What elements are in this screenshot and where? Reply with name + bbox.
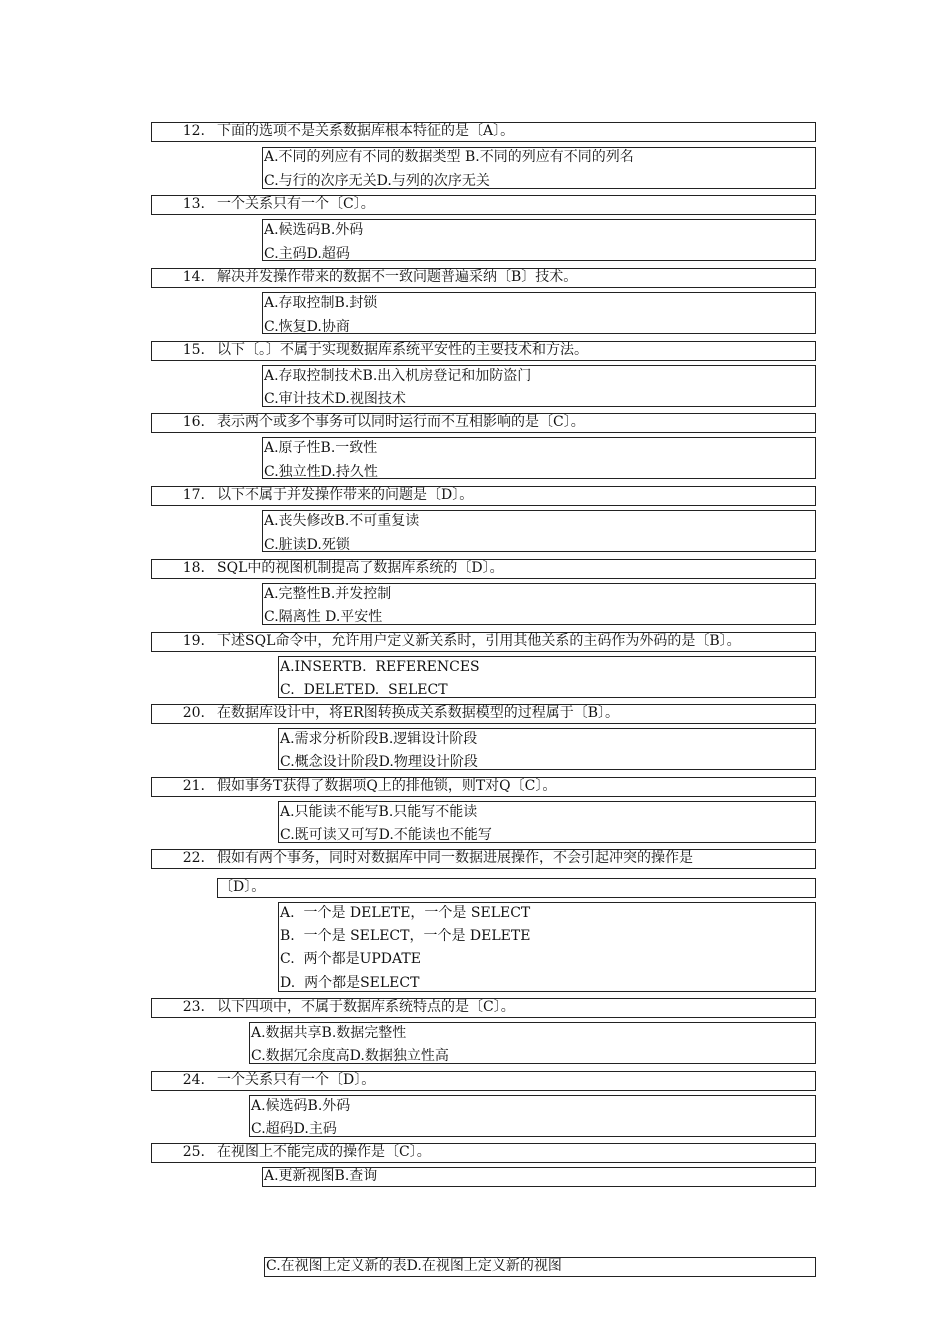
- question-text: 一个关系只有一个〔D〕。: [217, 1072, 376, 1088]
- question-text: 以下不属于并发操作带来的问题是〔D〕。: [217, 487, 474, 503]
- option-line: D. 两个都是SELECT: [280, 975, 420, 991]
- question-line: [151, 484, 473, 507]
- option-line: A.更新视图B.查询: [264, 1168, 378, 1184]
- question-number: 21.: [182, 778, 205, 794]
- option-line: A.存取控制B.封锁: [264, 295, 378, 311]
- question-line: [151, 847, 693, 870]
- question-continuation-text: 〔D〕。: [219, 879, 266, 895]
- question-number: 17.: [182, 487, 205, 503]
- option-line: A.需求分析阶段B.逻辑设计阶段: [280, 731, 478, 747]
- question-text: 下面的选项不是关系数据库根本特征的是〔A〕。: [217, 123, 515, 139]
- question-text: 表示两个或多个事务可以同时运行而不互相影响的是〔C〕。: [217, 414, 585, 430]
- option-line: C.审计技术D.视图技术: [264, 391, 406, 407]
- question-text: 在数据库设计中，将ER图转换成关系数据模型的过程属于〔B〕。: [217, 705, 620, 721]
- option-line: A.丧失修改B.不可重复读: [264, 513, 420, 529]
- question-number: 18.: [182, 560, 205, 576]
- question-line: [151, 411, 585, 434]
- option-line: A.存取控制技术B.出入机房登记和加防盗门: [264, 368, 532, 384]
- option-line: A.候选码B.外码: [264, 222, 364, 238]
- option-line: C.既可读又可写D.不能读也不能写: [280, 827, 492, 843]
- option-line: C. 两个都是UPDATE: [280, 951, 421, 967]
- option-line: A.候选码B.外码: [251, 1098, 351, 1114]
- question-number: 14.: [182, 269, 205, 285]
- option-line: A.不同的列应有不同的数据类型 B.不同的列应有不同的列名: [264, 149, 634, 165]
- question-text: 假如事务T获得了数据项Q上的排他锁，则T对Q〔C〕。: [217, 778, 557, 794]
- question-number: 16.: [182, 414, 205, 430]
- option-line: C.恢复D.协商: [264, 319, 350, 335]
- question-text: 一个关系只有一个〔C〕。: [217, 196, 375, 212]
- option-line: C.主码D.超码: [264, 246, 350, 262]
- question-line: [151, 996, 515, 1019]
- question-number: 15.: [182, 342, 205, 358]
- question-line: [151, 1141, 431, 1164]
- question-line: [151, 702, 619, 725]
- option-line: A.只能读不能写B.只能写不能读: [280, 804, 478, 820]
- option-line: A.数据共享B.数据完整性: [251, 1025, 407, 1041]
- option-line: B. 一个是 SELECT，一个是 DELETE: [280, 928, 531, 944]
- question-text: 以下〔。〕不属于实现数据库系统平安性的主要技术和方法。: [217, 342, 588, 358]
- question-number: 24.: [182, 1072, 205, 1088]
- question-line: [151, 339, 588, 362]
- option-line: C.脏读D.死锁: [264, 537, 350, 553]
- question-text: SQL中的视图机制提高了数据库系统的〔D〕。: [217, 560, 504, 576]
- option-line: C.与行的次序无关D.与列的次序无关: [264, 173, 490, 189]
- question-text: 解决并发操作带来的数据不一致问题普遍采纳〔B〕技术。: [217, 269, 578, 285]
- option-line: C.隔离性 D.平安性: [264, 609, 383, 625]
- option-line: A.完整性B.并发控制: [264, 586, 392, 602]
- option-line: C.数据冗余度高D.数据独立性高: [251, 1048, 449, 1064]
- option-line: C.独立性D.持久性: [264, 464, 378, 480]
- question-continuation-box: [217, 878, 816, 898]
- question-line: [151, 120, 514, 143]
- question-number: 12.: [182, 123, 205, 139]
- option-line: A.原子性B.一致性: [264, 440, 378, 456]
- question-number: 25.: [182, 1144, 205, 1160]
- question-number: 23.: [182, 999, 205, 1015]
- option-line: C.在视图上定义新的表D.在视图上定义新的视图: [266, 1258, 562, 1274]
- question-line: [151, 1069, 375, 1092]
- question-line: [151, 266, 577, 289]
- option-line: A.INSERTB. REFERENCES: [280, 659, 480, 675]
- question-number: 22.: [182, 850, 205, 866]
- option-line: A. 一个是 DELETE，一个是 SELECT: [280, 905, 531, 921]
- question-number: 13.: [182, 196, 205, 212]
- question-number: 19.: [182, 633, 205, 649]
- question-line: [151, 775, 556, 798]
- question-line: [151, 193, 375, 216]
- option-line: C. DELETED. SELECT: [280, 682, 448, 698]
- question-line: [151, 557, 504, 580]
- question-number: 20.: [182, 705, 205, 721]
- question-text: 以下四项中，不属于数据库系统特点的是〔C〕。: [217, 999, 515, 1015]
- option-line: C.超码D.主码: [251, 1121, 337, 1137]
- option-line: C.概念设计阶段D.物理设计阶段: [280, 754, 478, 770]
- question-text: 假如有两个事务，同时对数据库中同一数据进展操作，不会引起冲突的操作是: [217, 850, 693, 866]
- question-text: 下述SQL命令中，允许用户定义新关系时，引用其他关系的主码作为外码的是〔B〕。: [217, 633, 741, 649]
- question-text: 在视图上不能完成的操作是〔C〕。: [217, 1144, 431, 1160]
- question-line: [151, 630, 741, 653]
